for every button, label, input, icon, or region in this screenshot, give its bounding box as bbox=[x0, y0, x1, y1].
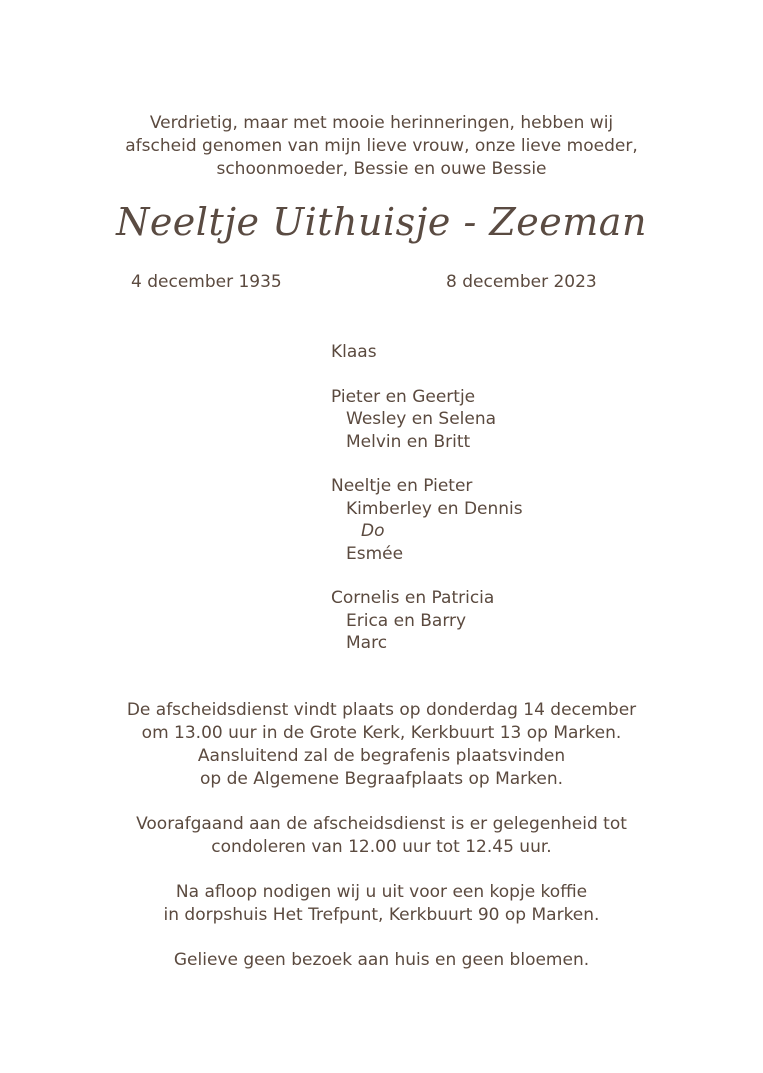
service-line: De afscheidsdienst vindt plaats op donderdag 14 december bbox=[126, 700, 637, 720]
condolence-line: condoleren van 12.00 uur tot 12.45 uur. bbox=[211, 837, 552, 857]
family-child: Esmée bbox=[346, 543, 404, 564]
family-parents: Cornelis en Patricia bbox=[331, 588, 495, 608]
death-date: 8 december 2023 bbox=[446, 272, 597, 292]
family-list bbox=[331, 341, 523, 655]
request-line: Gelieve geen bezoek aan huis en geen bloemen. bbox=[173, 950, 590, 970]
intro-text bbox=[0, 112, 763, 181]
intro-line: Verdrietig, maar met mooie herinneringen, hebben wij bbox=[149, 113, 614, 133]
intro-line: schoonmoeder, Bessie en ouwe Bessie bbox=[216, 159, 547, 179]
family-child: Melvin en Britt bbox=[346, 431, 471, 452]
family-partner: Klaas bbox=[331, 342, 377, 362]
service-line: om 13.00 uur in de Grote Kerk, Kerkbuurt 13 op Marken. bbox=[141, 723, 622, 743]
family-parents: Pieter en Geertje bbox=[331, 386, 476, 407]
family-parents: Neeltje en Pieter bbox=[331, 476, 473, 496]
family-child: Erica en Barry bbox=[346, 610, 467, 631]
condolence-line: Voorafgaand aan de afscheidsdienst is er gelegenheid tot bbox=[136, 814, 627, 834]
service-line: Aansluitend zal de begrafenis plaatsvinden bbox=[197, 746, 566, 766]
family-child: Marc bbox=[346, 633, 388, 653]
family-child: Kimberley en Dennis bbox=[346, 498, 523, 519]
birth-date: 4 december 1935 bbox=[131, 272, 282, 292]
intro-line: afscheid genomen van mijn lieve vrouw, onze lieve moeder, bbox=[125, 136, 638, 156]
family-grandchild: Do bbox=[361, 521, 385, 541]
family-child: Wesley en Selena bbox=[346, 409, 497, 429]
service-details bbox=[0, 699, 763, 972]
service-line: op de Algemene Begraafplaats op Marken. bbox=[199, 769, 564, 789]
deceased-name: Neeltje Uithuisje - Zeeman bbox=[116, 200, 647, 244]
coffee-line: in dorpshuis Het Trefpunt, Kerkbuurt 90 op Marken. bbox=[163, 905, 600, 925]
coffee-line: Na afloop nodigen wij u uit voor een kopje koffie bbox=[175, 882, 588, 902]
